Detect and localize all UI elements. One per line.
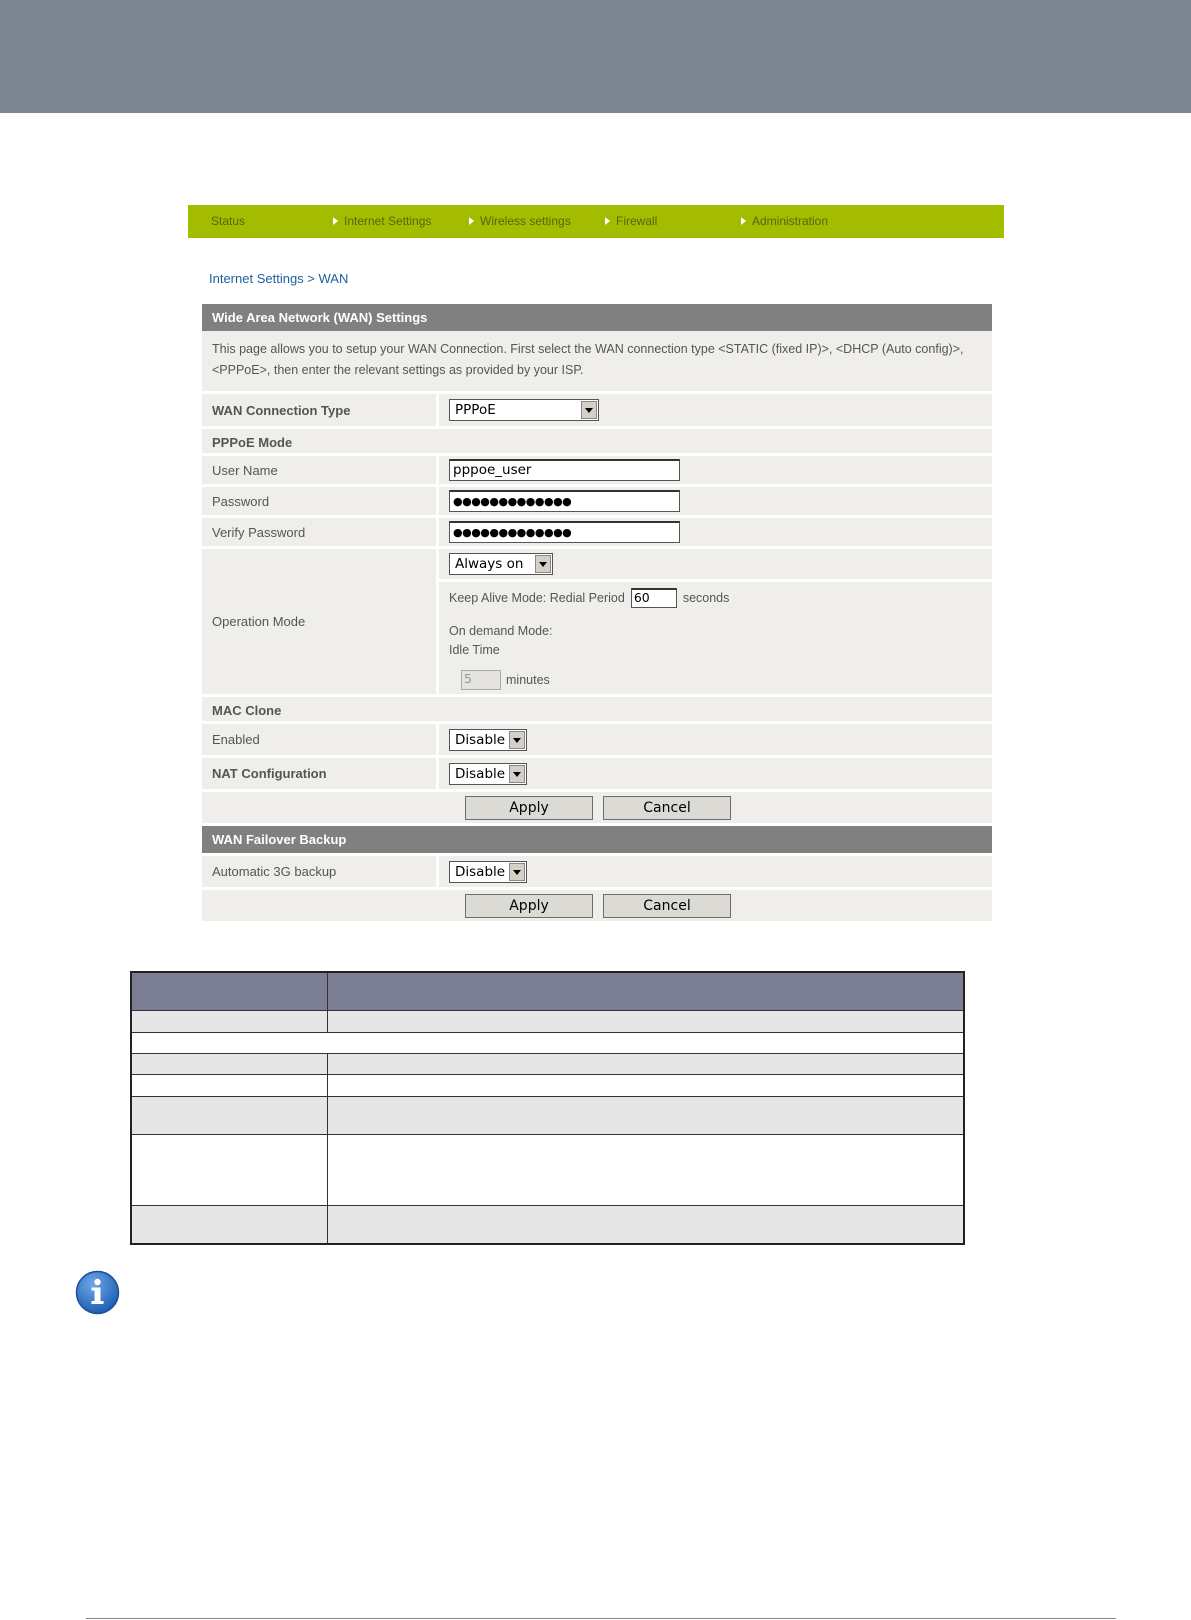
redial-period-input[interactable]: 60 xyxy=(631,588,677,608)
mac-clone-select[interactable]: Disable xyxy=(449,729,527,751)
table-row xyxy=(131,1032,964,1053)
nav-wireless-settings[interactable]: Wireless settings xyxy=(469,205,571,238)
verify-password-input[interactable]: ●●●●●●●●●●●●● xyxy=(449,521,680,543)
dropdown-arrow-icon xyxy=(581,401,597,419)
operation-mode-row xyxy=(202,549,992,697)
failover-button-row xyxy=(202,890,992,924)
triangle-right-icon xyxy=(469,217,474,225)
username-input[interactable]: pppoe_user xyxy=(449,459,680,481)
nat-config-row xyxy=(202,758,992,792)
auto-3g-select[interactable]: Disable xyxy=(449,861,527,883)
table-row xyxy=(131,1074,964,1096)
wan-connection-type-select[interactable]: PPPoE xyxy=(449,399,599,421)
nav-status[interactable]: Status xyxy=(211,214,246,228)
nat-config-select[interactable]: Disable xyxy=(449,763,527,785)
password-label: Password xyxy=(202,487,439,515)
nav-administration[interactable]: Administration xyxy=(741,205,828,238)
main-nav-bar xyxy=(188,205,1004,238)
minutes-unit: minutes xyxy=(506,673,550,687)
wan-settings-header: Wide Area Network (WAN) Settings xyxy=(202,304,992,331)
dropdown-arrow-icon xyxy=(509,731,525,749)
apply-button[interactable]: Apply xyxy=(465,796,593,820)
nav-internet-settings[interactable]: Internet Settings xyxy=(333,205,431,238)
mac-clone-enabled-label: Enabled xyxy=(202,724,439,755)
nat-config-label: NAT Configuration xyxy=(202,758,439,789)
wan-settings-panel xyxy=(202,304,992,924)
wan-connection-type-row xyxy=(202,394,992,429)
info-icon xyxy=(75,1270,120,1315)
verify-password-row xyxy=(202,518,992,549)
failover-apply-button[interactable]: Apply xyxy=(465,894,593,918)
on-demand-label: On demand Mode: xyxy=(449,624,553,638)
dropdown-arrow-icon xyxy=(509,765,525,783)
pppoe-mode-heading: PPPoE Mode xyxy=(202,429,992,456)
keep-alive-label: Keep Alive Mode: Redial Period xyxy=(449,591,625,605)
table-row xyxy=(131,1134,964,1205)
failover-cancel-button[interactable]: Cancel xyxy=(603,894,731,918)
username-row xyxy=(202,456,992,487)
table-header-cell xyxy=(327,972,964,1010)
username-label: User Name xyxy=(202,456,439,484)
table-header-cell xyxy=(131,972,327,1010)
idle-time-input[interactable]: 5 xyxy=(461,670,501,690)
auto-3g-row xyxy=(202,856,992,890)
table-row xyxy=(131,1053,964,1074)
mac-clone-enabled-row xyxy=(202,724,992,758)
wan-connection-type-label: WAN Connection Type xyxy=(202,394,439,426)
documentation-table xyxy=(130,971,965,1245)
mac-clone-heading: MAC Clone xyxy=(202,697,992,724)
footer-rule xyxy=(86,1618,1116,1619)
auto-3g-label: Automatic 3G backup xyxy=(202,856,439,887)
seconds-unit: seconds xyxy=(682,591,730,605)
wan-description: This page allows you to setup your WAN Connection. First select the WAN connection type <STATIC (fixed IP)>, <DHCP (Auto config)>, <PPPoE>, then enter the relevant settings as provided by your ISP. xyxy=(202,331,992,394)
nav-firewall[interactable]: Firewall xyxy=(605,205,657,238)
table-row xyxy=(131,1096,964,1134)
triangle-right-icon xyxy=(741,217,746,225)
triangle-right-icon xyxy=(605,217,610,225)
table-row xyxy=(131,1010,964,1032)
idle-time-label: Idle Time xyxy=(449,643,500,657)
top-header-band xyxy=(0,0,1191,113)
table-row xyxy=(131,1205,964,1244)
dropdown-arrow-icon xyxy=(535,555,551,573)
verify-password-label: Verify Password xyxy=(202,518,439,546)
password-input[interactable]: ●●●●●●●●●●●●● xyxy=(449,490,680,512)
breadcrumb[interactable]: Internet Settings > WAN xyxy=(209,271,349,286)
cancel-button[interactable]: Cancel xyxy=(603,796,731,820)
operation-mode-select[interactable]: Always on xyxy=(449,553,553,575)
failover-header: WAN Failover Backup xyxy=(202,826,992,853)
dropdown-arrow-icon xyxy=(509,863,525,881)
triangle-right-icon xyxy=(333,217,338,225)
password-row xyxy=(202,487,992,518)
operation-mode-label: Operation Mode xyxy=(202,549,439,694)
wan-button-row xyxy=(202,792,992,826)
